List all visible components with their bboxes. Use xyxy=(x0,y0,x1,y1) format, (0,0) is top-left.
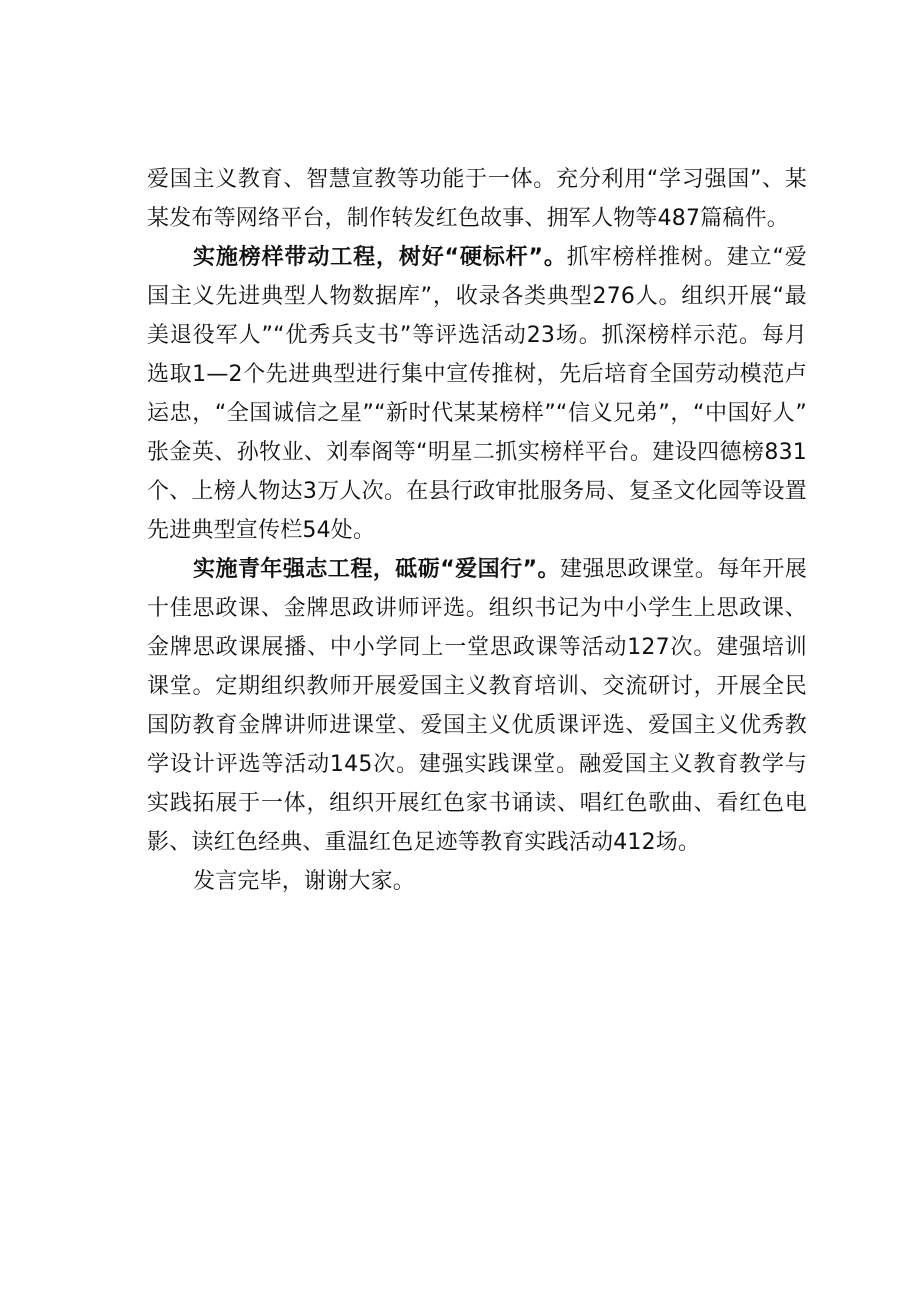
paragraph-body: 爱国主义教育、智慧宣教等功能于一体。充分利用“学习强国”、某某发布等网络平台，制作转发红色故事、拥军人物等487篇稿件。 xyxy=(147,167,807,231)
paragraph-role-models xyxy=(147,238,807,550)
paragraph-youth xyxy=(147,550,807,862)
paragraph-body: 抓牢榜样推树。建立“爱国主义先进典型人物数据库”，收录各类典型276人。组织开展“最美退役军人”“优秀兵支书”等评选活动23场。抓深榜样示范。每月选取1—2个先进典型进行集中宣传推树，先后培育全国劳动模范卢运忠，“全国诚信之星”“新时代某某榜样”“信义兄弟”，“中国好人”张金英、孙牧业、刘奉阁等“明星二抓实榜样平台。建设四德榜831个、上榜人物达3万人次。在县行政审批服务局、复圣文化园等设置先进典型宣传栏54处。 xyxy=(147,245,807,543)
paragraph-continuation xyxy=(147,160,807,238)
paragraph-closing xyxy=(147,862,807,901)
document-body xyxy=(147,160,807,901)
paragraph-body: 发言完毕，谢谢大家。 xyxy=(193,869,416,894)
paragraph-heading: 实施榜样带动工程，树好“硬标杆”。 xyxy=(193,245,567,270)
paragraph-body: 建强思政课堂。每年开展十佳思政课、金牌思政讲师评选。组织书记为中小学生上思政课、金牌思政课展播、中小学同上一堂思政课等活动127次。建强培训课堂。定期组织教师开展爱国主义教育培训、交流研讨，开展全民国防教育金牌讲师进课堂、爱国主义优质课评选、爱国主义优秀教学设计评选等活动145次。建强实践课堂。融爱国主义教育教学与实践拓展于一体，组织开展红色家书诵读、唱红色歌曲、看红色电影、读红色经典、重温红色足迹等教育实践活动412场。 xyxy=(147,557,807,855)
paragraph-heading: 实施青年强志工程，砥砺“爱国行”。 xyxy=(193,557,561,582)
